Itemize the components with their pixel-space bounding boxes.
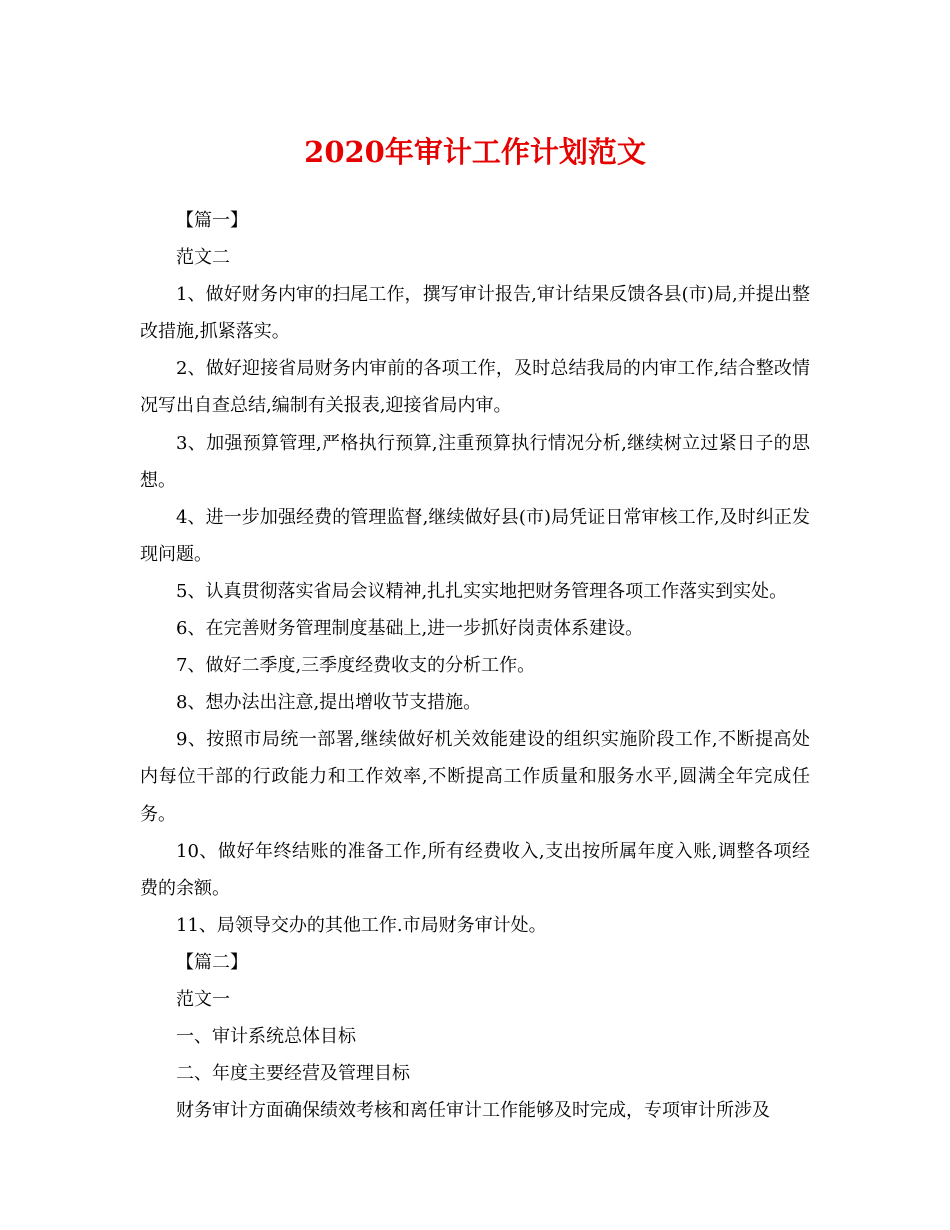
- section-heading-2: 【篇二】: [176, 951, 248, 973]
- outline-item-2: 二、年度主要经营及管理目标: [176, 1063, 410, 1085]
- list-item-7: 7、做好二季度,三季度经费收支的分析工作。: [176, 655, 536, 677]
- list-item-1: 1、做好财务内审的扫尾工作，撰写审计报告,审计结果反馈各县(市)局,并提出整改措施,抓紧落实。: [140, 284, 810, 343]
- document-body: [140, 202, 810, 1129]
- list-item-2: 2、做好迎接省局财务内审前的各项工作，及时总结我局的内审工作,结合整改情况写出自查总结,编制有关报表,迎接省局内审。: [140, 358, 810, 417]
- subheading-sample-2: 范文二: [176, 247, 230, 269]
- list-item-3: 3、加强预算管理,严格执行预算,注重预算执行情况分析,继续树立过紧日子的思想。: [140, 432, 810, 491]
- list-item-5: 5、认真贯彻落实省局会议精神,扎扎实实地把财务管理各项工作落实到实处。: [176, 580, 788, 602]
- section-heading-1: 【篇一】: [176, 210, 248, 231]
- list-item-10: 10、做好年终结账的准备工作,所有经费收入,支出按所属年度入账,调整各项经费的余额。: [140, 840, 810, 899]
- list-item-8: 8、想办法出注意,提出增收节支措施。: [176, 692, 482, 714]
- body-paragraph: 财务审计方面确保绩效考核和离任审计工作能够及时完成，专项审计所涉及: [176, 1100, 770, 1122]
- subheading-sample-1: 范文一: [176, 988, 230, 1010]
- document-title: 2020年审计工作计划范文: [304, 135, 646, 169]
- list-item-11: 11、局领导交办的其他工作.市局财务审计处。: [176, 914, 547, 936]
- list-item-4: 4、进一步加强经费的管理监督,继续做好县(市)局凭证日常审核工作,及时纠正发现问题。: [140, 506, 810, 565]
- list-item-6: 6、在完善财务管理制度基础上,进一步抓好岗责体系建设。: [176, 618, 644, 640]
- outline-item-1: 一、审计系统总体目标: [176, 1026, 356, 1048]
- list-item-9: 9、按照市局统一部署,继续做好机关效能建设的组织实施阶段工作,不断提高处内每位干部的行政能力和工作效率,不断提高工作质量和服务水平,圆满全年完成任务。: [140, 729, 810, 825]
